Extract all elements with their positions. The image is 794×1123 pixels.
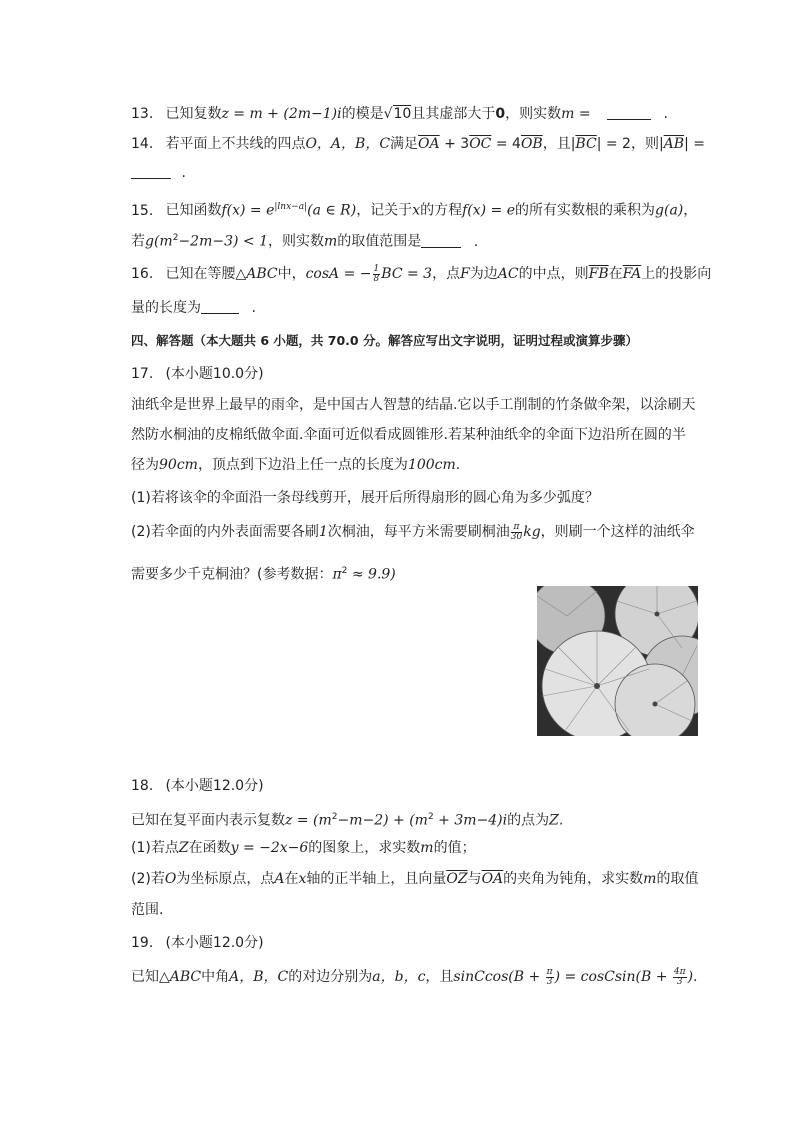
q16-text: 的中点，则: [518, 266, 589, 282]
q18-m: m: [643, 871, 657, 887]
q17-fraction: [511, 523, 522, 542]
vector-oc: $\overline{OC}$: [469, 136, 492, 152]
q17-text: .: [455, 457, 461, 473]
q15-expr: −2m−3) < 1: [178, 233, 268, 250]
q18-text: 的图象上，求实数: [308, 840, 421, 856]
q18-sub2-cont: 范围.: [131, 902, 164, 918]
q15-text: ，记关于: [356, 202, 413, 219]
q17-p1: 油纸伞是世界上最早的雨伞，是中国古人智慧的结晶.它以手工削制的竹条做伞架，以涂刷天: [131, 397, 696, 413]
q17-approx: ≈ 9.9): [347, 566, 396, 583]
q15-m: m: [324, 233, 338, 250]
q18-o: O: [164, 871, 177, 887]
fraction-numerator: 1: [373, 263, 380, 274]
q15-expr: g(m: [145, 233, 173, 250]
q13-text: ，则实数: [505, 106, 562, 122]
q16-fraction: [373, 265, 381, 284]
q19-score: (本小题12.0分): [165, 935, 264, 951]
q15-text: 若: [131, 233, 145, 250]
q18-text: 的夹角为钝角，求实数: [503, 871, 644, 887]
q16-text: 上的投影向: [641, 266, 712, 282]
q16-text: 已知在等腰: [165, 266, 236, 282]
q19-triangle: △ABC: [159, 969, 202, 985]
vector-bc: $\overline{BC}$: [575, 136, 597, 152]
q18-text: 的取值: [656, 871, 699, 887]
fraction-denominator: 3: [676, 976, 683, 987]
q16-text: 为边: [469, 266, 498, 282]
q18-expr: z = (m: [285, 812, 332, 829]
q13-sqrt: 10: [393, 106, 412, 122]
fraction-denominator: 30: [510, 531, 523, 542]
q18-text: 为坐标原点，点: [176, 871, 275, 887]
q13-expr: z = m + (2m−1)i: [221, 106, 342, 122]
q14-op: = 4: [491, 136, 521, 152]
vector-oa: $\overline{OA}$: [481, 871, 504, 887]
q14-text: | = 2，则|: [596, 136, 664, 152]
q18-z: Z: [549, 812, 559, 829]
q17-text: (2)若伞面的内外表面需要各刷: [131, 524, 319, 540]
q16-text: 中，: [277, 266, 306, 282]
q16-triangle: △ABC: [235, 266, 278, 282]
q17-pi: π: [332, 566, 342, 583]
q16-text: 在: [608, 266, 623, 282]
q16-bc: BC = 3: [381, 266, 433, 282]
answer-blank: [607, 105, 651, 120]
q18-z: Z: [178, 840, 189, 856]
q13-number: 13.: [131, 106, 154, 122]
q17-slant: 100cm: [407, 457, 456, 473]
q16-text: 量的长度为: [131, 300, 201, 316]
q17-text: 径为: [131, 457, 159, 473]
q15-g: g(a): [655, 202, 684, 219]
q15-text: 的所有实数根的乘积为: [515, 202, 656, 219]
q18-text: 在: [284, 871, 299, 887]
q13-text: 的模是: [341, 106, 384, 122]
q18-sup: 2: [427, 812, 434, 822]
answer-blank: [201, 299, 239, 314]
q17-text: ，顶点到下边沿上任一点的长度为: [197, 457, 408, 473]
q14-line: [131, 134, 705, 154]
q17-sub1: (1)若将该伞的伞面沿一条母线剪开，展开后所得扇形的圆心角为多少弧度？: [131, 490, 599, 506]
q18-m: m: [420, 840, 434, 856]
q16-end: .: [251, 300, 256, 316]
q19-text: 已知: [131, 969, 159, 985]
q18-sub2: [131, 869, 698, 889]
vector-oa: $\overline{OA}$: [418, 136, 440, 152]
q16-line: [131, 264, 711, 284]
q18-text: 轴的正半轴上，且向量: [306, 871, 447, 887]
q18-text: (2)若: [131, 871, 165, 887]
q19-number: 19.: [131, 935, 154, 951]
q19-fraction-2: [673, 968, 687, 987]
q15-domain: (a ∈ R): [307, 202, 357, 219]
q18-func: y = −2x−6: [230, 840, 309, 856]
q16-number: 16.: [131, 266, 154, 282]
q19-text: 的对边分别为: [288, 969, 373, 985]
q14-end: .: [181, 165, 186, 181]
vector-ob: $\overline{OB}$: [520, 136, 543, 152]
q17-header: [131, 364, 264, 384]
fraction-denominator: 3: [546, 976, 553, 987]
q15-line2: [131, 228, 478, 252]
q19-header: [131, 933, 264, 953]
q19-sides: a，b，c: [372, 969, 426, 985]
q18-sub1: [131, 838, 476, 858]
q16-line2: [131, 298, 256, 318]
q18-text: 的值；: [433, 840, 476, 856]
q16-ac: AC: [497, 266, 519, 282]
vector-ab: $\overline{AB}$: [663, 136, 685, 152]
q18-score: (本小题12.0分): [165, 778, 264, 794]
q17-one: 1: [318, 524, 328, 540]
q19-fraction-1: [546, 968, 554, 987]
q16-text: ，点: [432, 266, 461, 282]
q16-f: F: [460, 266, 470, 282]
fraction-numerator: 4π: [673, 966, 686, 977]
q18-text: 在函数: [188, 840, 231, 856]
q15-line: [131, 197, 697, 221]
q13-line: [131, 104, 668, 124]
q18-text: 已知在复平面内表示复数: [131, 812, 285, 829]
q17-sub2: [131, 522, 695, 542]
q17-score: (本小题10.0分): [165, 366, 264, 382]
answer-blank: [421, 233, 461, 248]
q19-angles: A，B，C: [229, 969, 289, 985]
q14-text: | =: [684, 136, 705, 152]
q14-line2: [131, 163, 186, 183]
q19-expr: sinCcos(B +: [453, 969, 545, 985]
q15-eqn: f(x) = e: [462, 202, 516, 219]
q17-radius: 90cm: [159, 457, 198, 473]
q13-zero: 0: [495, 106, 506, 122]
q18-sup: 2: [331, 812, 338, 822]
q17-sub2-cont: [131, 561, 396, 585]
q18-a: A: [274, 871, 285, 887]
q18-text: .: [558, 812, 564, 829]
q17-number: 17.: [131, 366, 154, 382]
q14-points: O，A，B，C: [305, 136, 391, 152]
q14-number: 14.: [131, 136, 154, 152]
q19-text: ，且: [425, 969, 454, 985]
q17-text: 次桐油，每平方米需要刷桐油: [327, 524, 510, 540]
q17-text: 需要多少千克桐油？(参考数据：: [131, 566, 333, 583]
section-heading: 四、解答题（本大题共 6 小题，共 70.0 分。解答应写出文字说明，证明过程或演算步骤）: [131, 333, 638, 348]
q15-text: 的方程: [420, 202, 463, 219]
q18-header: [131, 776, 264, 796]
q15-text: 已知函数: [165, 202, 222, 219]
q15-number: 15.: [131, 202, 154, 219]
fraction-numerator: π: [546, 966, 553, 977]
q14-text: ，且|: [542, 136, 576, 152]
q13-text: 且其虚部大于: [411, 106, 496, 122]
q15-func: f(x) = e: [221, 202, 275, 219]
q14-op: + 3: [439, 136, 470, 152]
q13-m: m =: [561, 106, 591, 122]
vector-fb: $\overline{FB}$: [588, 266, 609, 282]
q19-p1: [131, 967, 697, 987]
q17-sup: 2: [341, 566, 348, 576]
q13-text: 已知复数: [165, 106, 222, 122]
q15-text: 的取值范围是: [337, 233, 422, 250]
q15-text: ，: [683, 202, 698, 219]
answer-blank: [131, 164, 171, 179]
q19-expr: ) = cosCsin(B +: [554, 969, 672, 985]
q19-expr: ).: [687, 969, 698, 985]
q17-p3: [131, 455, 460, 475]
sqrt-sign: √: [383, 106, 393, 122]
vector-oz: $\overline{OZ}$: [446, 871, 468, 887]
q18-expr: −m−2) + (m: [337, 812, 428, 829]
fraction-numerator: π: [511, 523, 522, 533]
q15-text: ，则实数: [268, 233, 324, 250]
q18-text: 的点为: [507, 812, 550, 829]
q18-number: 18.: [131, 778, 154, 794]
q15-end: .: [473, 233, 479, 250]
fraction-denominator: 8: [373, 273, 380, 284]
q15-exponent: |lnx−a|: [274, 202, 308, 212]
vector-fa: $\overline{FA}$: [622, 266, 642, 282]
q17-text: ，则刷一个这样的油纸伞: [540, 524, 695, 540]
q14-text: 若平面上不共线的四点: [165, 136, 306, 152]
q18-expr: + 3m−4)i: [433, 812, 508, 829]
q15-sup: 2: [172, 233, 179, 243]
q18-x: x: [298, 871, 307, 887]
q15-x: x: [412, 202, 421, 219]
q16-cos: cosA = −: [305, 266, 372, 282]
q18-text: 与: [467, 871, 482, 887]
q17-p2: 然防水桐油的皮棉纸做伞面.伞面可近似看成圆锥形.若某种油纸伞的伞面下边沿所在圆的半: [131, 427, 686, 443]
q14-text: 满足: [390, 136, 419, 152]
q13-end: .: [663, 106, 668, 122]
q19-text: 中角: [201, 969, 230, 985]
q17-kg: kg: [523, 524, 541, 540]
oil-paper-umbrellas-photo: [537, 586, 698, 736]
q18-text: (1)若点: [131, 840, 179, 856]
q18-p1: [131, 807, 563, 831]
